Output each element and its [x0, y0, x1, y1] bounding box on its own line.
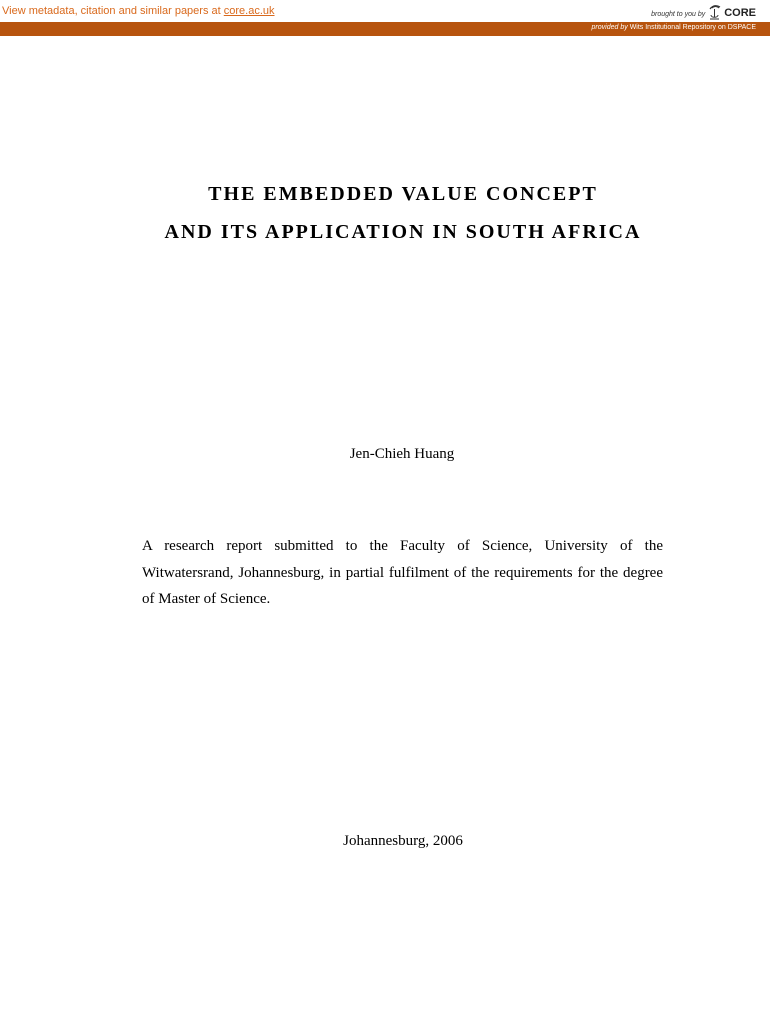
provided-by-source: Wits Institutional Repository on DSPACE: [629, 24, 756, 31]
brought-to-you-by-label: brought to you by: [651, 11, 706, 18]
core-logo-icon: [708, 4, 721, 20]
core-metadata-link-domain[interactable]: core.ac.uk: [223, 5, 275, 17]
core-metadata-link-prefix: View metadata, citation and similar papers at: [2, 5, 224, 17]
core-logo-text: CORE: [724, 7, 756, 19]
title-line-2: AND ITS APPLICATION IN SOUTH AFRICA: [164, 221, 642, 243]
core-provided-bar: [0, 22, 770, 36]
author-name: Jen-Chieh Huang: [349, 446, 455, 462]
core-branding[interactable]: [651, 2, 756, 20]
core-metadata-link[interactable]: [2, 5, 275, 17]
core-header: [0, 0, 770, 22]
title-line-1: THE EMBEDDED VALUE CONCEPT: [208, 183, 598, 205]
provided-by-text[interactable]: [592, 24, 756, 31]
submission-statement: A research report submitted to the Faculty of Science, University of the Witwatersrand, Johannesburg, in partial fulfilment of the requirements for the degree of Master of Science.: [142, 538, 663, 607]
provided-by-label: provided by: [591, 24, 628, 31]
place-and-year: Johannesburg, 2006: [343, 833, 463, 849]
